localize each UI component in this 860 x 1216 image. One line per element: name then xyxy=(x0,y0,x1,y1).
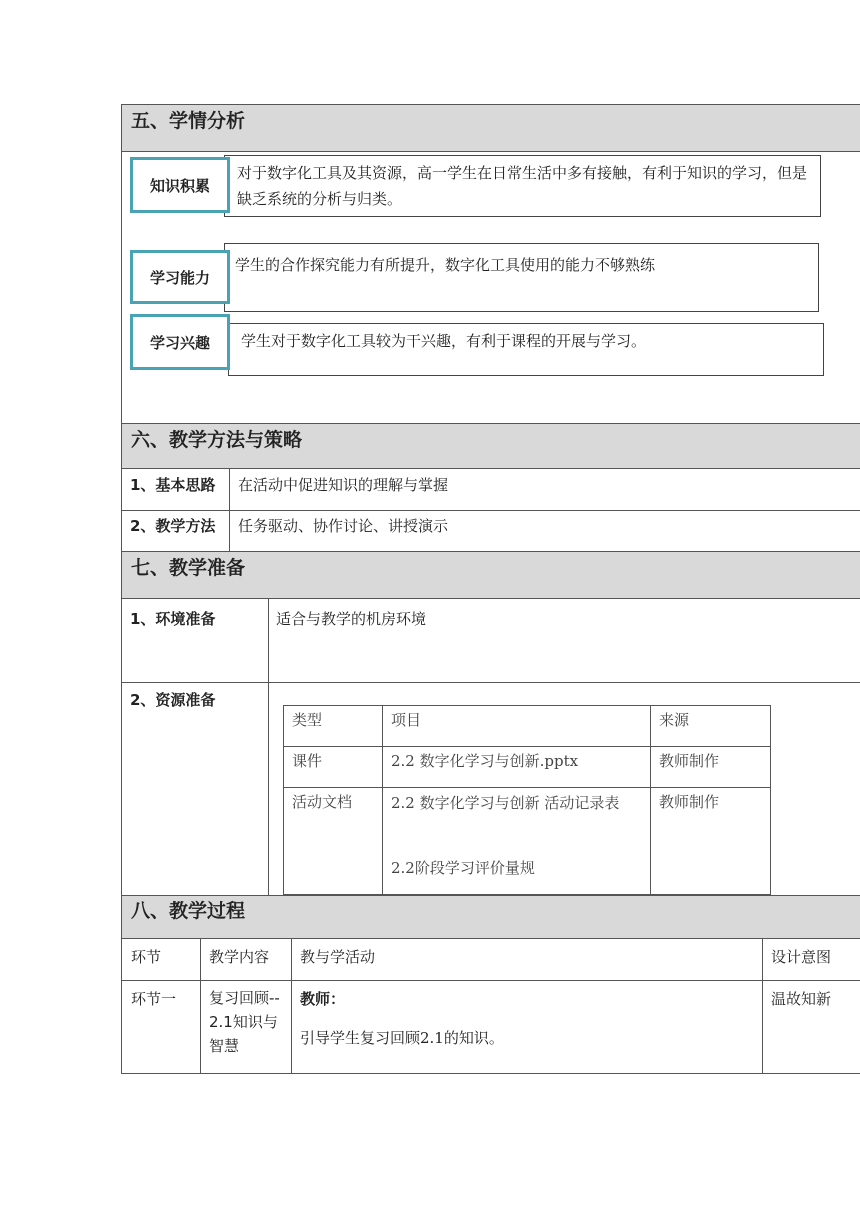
env-label: 1、环境准备 xyxy=(130,610,216,628)
section-8-title: 八、教学过程 xyxy=(131,900,246,922)
section-7-title: 七、教学准备 xyxy=(131,557,246,579)
analysis-box-ability xyxy=(224,243,819,312)
divider xyxy=(382,705,383,895)
divider xyxy=(291,939,292,1073)
divider xyxy=(283,746,771,747)
method-label-idea: 1、基本思路 xyxy=(130,476,216,494)
analysis-text-ability: 学生的合作探究能力有所提升，数字化工具使用的能力不够熟练 xyxy=(235,256,656,274)
analysis-tag-knowledge: 知识积累 xyxy=(130,157,230,213)
process-header-content: 教学内容 xyxy=(209,948,270,966)
resource-header-source: 来源 xyxy=(659,711,690,729)
process-header-intent: 设计意图 xyxy=(771,948,832,966)
analysis-tag-interest: 学习兴趣 xyxy=(130,314,230,370)
resource-row2-item2: 2.2阶段学习评价量规 xyxy=(391,859,535,877)
section-8-header xyxy=(121,895,860,939)
divider xyxy=(121,510,860,511)
env-value: 适合与教学的机房环境 xyxy=(276,610,427,628)
resource-row2-item: 2.2 数字化学习与创新 活动记录表 xyxy=(391,794,620,812)
analysis-text-knowledge: 对于数字化工具及其资源，高一学生在日常生活中多有接触，有利于知识的学习，但是缺乏系统的分析与归类。 xyxy=(237,164,808,208)
process-header-stage: 环节 xyxy=(131,948,162,966)
analysis-tag-ability: 学习能力 xyxy=(130,250,230,304)
resource-row2-source: 教师制作 xyxy=(659,793,720,811)
analysis-box-interest xyxy=(228,323,824,376)
process-header-activity: 教与学活动 xyxy=(300,948,376,966)
resource-label: 2、资源准备 xyxy=(130,691,216,709)
divider xyxy=(268,599,269,896)
resource-row2-type: 活动文档 xyxy=(292,793,353,811)
section-7-header xyxy=(121,551,860,599)
process-row1-stage: 环节一 xyxy=(131,990,177,1008)
analysis-text-interest: 学生对于数字化工具较为干兴趣，有利于课程的开展与学习。 xyxy=(241,332,647,350)
divider xyxy=(121,682,860,683)
section-6-header xyxy=(121,423,860,469)
process-row1-role: 教师： xyxy=(300,990,346,1008)
section-6-title: 六、教学方法与策略 xyxy=(131,429,303,451)
divider xyxy=(762,939,763,1073)
divider xyxy=(283,787,771,788)
divider xyxy=(121,980,860,981)
divider xyxy=(200,939,201,1073)
resource-row1-item: 2.2 数字化学习与创新.pptx xyxy=(391,752,579,770)
section-5-title: 五、学情分析 xyxy=(131,110,246,132)
section-5-header xyxy=(121,104,860,152)
method-value-method: 任务驱动、协作讨论、讲授演示 xyxy=(238,517,449,535)
method-value-idea: 在活动中促进知识的理解与掌握 xyxy=(238,476,449,494)
resource-row1-type: 课件 xyxy=(292,752,323,770)
page-bottom-border xyxy=(121,1073,860,1074)
resource-row1-source: 教师制作 xyxy=(659,752,720,770)
resource-header-type: 类型 xyxy=(292,711,323,729)
resource-header-item: 项目 xyxy=(391,711,422,729)
process-row1-content: 复习回顾--2.1知识与智慧 xyxy=(209,989,280,1055)
divider xyxy=(229,469,230,551)
process-row1-activity: 引导学生复习回顾2.1的知识。 xyxy=(300,1029,504,1047)
method-label-method: 2、教学方法 xyxy=(130,517,216,535)
process-row1-intent: 温故知新 xyxy=(771,990,832,1008)
analysis-box-knowledge xyxy=(224,155,821,217)
divider xyxy=(650,705,651,895)
